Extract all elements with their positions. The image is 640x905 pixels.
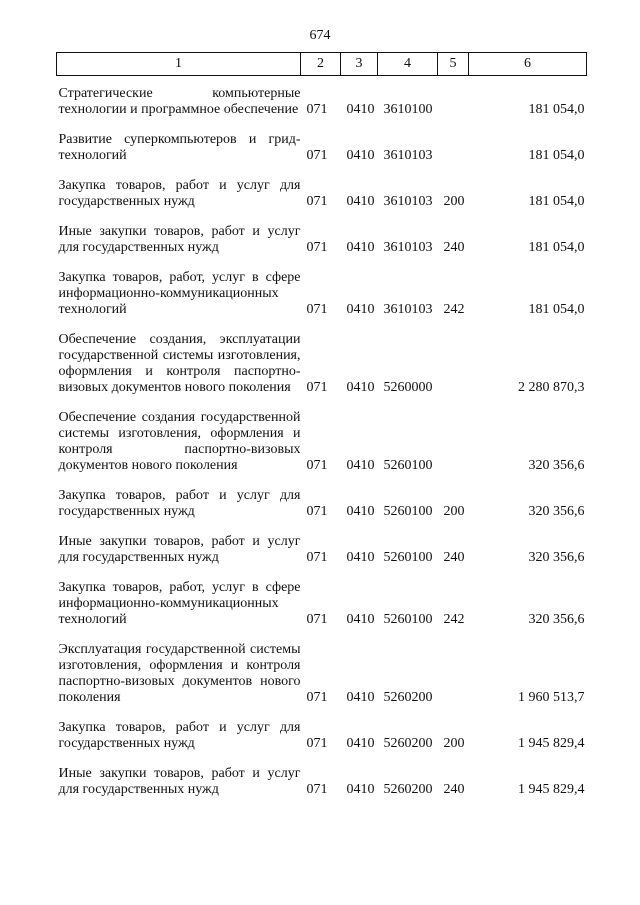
table-row	[57, 720, 587, 766]
row-amount: 1 960 513,7	[518, 690, 585, 705]
row-amount: 320 356,6	[528, 458, 585, 473]
row-code-5: 242	[443, 612, 465, 627]
row-code-5: 200	[443, 194, 465, 209]
row-code-4: 5260100	[383, 504, 433, 519]
row-code-2: 071	[306, 782, 328, 797]
row-code-5: 240	[443, 550, 465, 565]
table-body	[57, 76, 587, 813]
row-code-5: 240	[443, 782, 465, 797]
row-code-5	[438, 76, 469, 133]
row-code-3: 0410	[346, 550, 375, 565]
row-name: Закупка товаров, работ и услуг для государственных нужд	[58, 488, 301, 519]
row-name: Стратегические компьютерные технологии и программное обеспечение	[58, 86, 301, 117]
row-code-3: 0410	[346, 194, 375, 209]
header-cell-2: 2	[301, 53, 341, 76]
row-code-3: 0410	[346, 240, 375, 255]
row-code-5	[438, 132, 469, 178]
row-code-4: 3610103	[383, 194, 433, 209]
row-name: Закупка товаров, работ и услуг для государственных нужд	[58, 720, 301, 751]
row-name: Закупка товаров, работ и услуг для государственных нужд	[58, 178, 301, 209]
row-name: Эксплуатация государственной системы изготовления, оформления и контроля паспортно-визовых документов нового поколения	[58, 642, 301, 705]
row-code-4: 3610103	[383, 240, 433, 255]
table-row	[57, 642, 587, 720]
row-amount: 1 945 829,4	[518, 736, 585, 751]
row-code-2: 071	[306, 102, 328, 117]
budget-table	[56, 52, 587, 812]
row-code-5	[438, 332, 469, 410]
table-row	[57, 534, 587, 580]
row-code-5: 200	[443, 504, 465, 519]
row-code-3: 0410	[346, 148, 375, 163]
row-code-2: 071	[306, 550, 328, 565]
row-amount: 181 054,0	[528, 194, 585, 209]
row-code-2: 071	[306, 194, 328, 209]
row-amount: 181 054,0	[528, 102, 585, 117]
header-cell-3: 3	[341, 53, 378, 76]
table-row	[57, 332, 587, 410]
header-cell-1: 1	[57, 53, 301, 76]
row-name: Обеспечение создания государственной системы изготовления, оформления и контроля паспортно-визовых документов нового поколения	[58, 410, 301, 473]
row-code-3: 0410	[346, 504, 375, 519]
table-header	[57, 53, 587, 76]
row-code-4: 5260100	[383, 550, 433, 565]
row-code-3: 0410	[346, 690, 375, 705]
row-code-4: 5260000	[383, 380, 433, 395]
row-code-5: 200	[443, 736, 465, 751]
row-code-3: 0410	[346, 380, 375, 395]
row-code-2: 071	[306, 736, 328, 751]
row-code-5	[438, 410, 469, 488]
row-code-5: 240	[443, 240, 465, 255]
row-code-4: 3610100	[383, 102, 433, 117]
row-code-2: 071	[306, 612, 328, 627]
row-code-4: 3610103	[383, 302, 433, 317]
row-code-2: 071	[306, 148, 328, 163]
row-code-4: 5260100	[383, 458, 433, 473]
row-code-3: 0410	[346, 302, 375, 317]
row-code-3: 0410	[346, 458, 375, 473]
row-name: Закупка товаров, работ, услуг в сфере информационно-коммуникационных технологий	[58, 270, 301, 317]
row-name: Иные закупки товаров, работ и услуг для государственных нужд	[58, 766, 301, 797]
header-cell-5: 5	[438, 53, 469, 76]
table-row	[57, 410, 587, 488]
table-row	[57, 178, 587, 224]
row-amount: 181 054,0	[528, 240, 585, 255]
row-name: Развитие суперкомпьютеров и грид-технологий	[58, 132, 301, 163]
row-code-4: 5260100	[383, 612, 433, 627]
row-code-2: 071	[306, 504, 328, 519]
row-code-4: 5260200	[383, 782, 433, 797]
header-cell-4: 4	[378, 53, 438, 76]
row-code-2: 071	[306, 690, 328, 705]
row-code-5	[438, 642, 469, 720]
page-number: 674	[309, 28, 331, 43]
table-row	[57, 224, 587, 270]
table-row	[57, 580, 587, 642]
row-code-3: 0410	[346, 612, 375, 627]
row-code-2: 071	[306, 380, 328, 395]
row-amount: 2 280 870,3	[518, 380, 585, 395]
row-amount: 1 945 829,4	[518, 782, 585, 797]
table-row	[57, 766, 587, 812]
table-row	[57, 76, 587, 133]
row-code-2: 071	[306, 458, 328, 473]
row-name: Иные закупки товаров, работ и услуг для государственных нужд	[58, 534, 301, 565]
row-code-5: 242	[443, 302, 465, 317]
row-amount: 320 356,6	[528, 550, 585, 565]
row-code-2: 071	[306, 240, 328, 255]
row-name: Обеспечение создания, эксплуатации государственной системы изготовления, оформления и контроля паспортно-визовых документов нового поколения	[58, 332, 301, 395]
row-code-4: 5260200	[383, 690, 433, 705]
header-cell-6: 6	[469, 53, 587, 76]
table-row	[57, 488, 587, 534]
row-code-3: 0410	[346, 102, 375, 117]
table-row	[57, 270, 587, 332]
header-row	[57, 53, 587, 76]
row-amount: 181 054,0	[528, 148, 585, 163]
row-amount: 181 054,0	[528, 302, 585, 317]
row-amount: 320 356,6	[528, 612, 585, 627]
row-code-4: 3610103	[383, 148, 433, 163]
table-row	[57, 132, 587, 178]
row-code-4: 5260200	[383, 736, 433, 751]
row-code-3: 0410	[346, 736, 375, 751]
row-name: Иные закупки товаров, работ и услуг для государственных нужд	[58, 224, 301, 255]
row-code-3: 0410	[346, 782, 375, 797]
row-code-2: 071	[306, 302, 328, 317]
row-amount: 320 356,6	[528, 504, 585, 519]
row-name: Закупка товаров, работ, услуг в сфере информационно-коммуникационных технологий	[58, 580, 301, 627]
